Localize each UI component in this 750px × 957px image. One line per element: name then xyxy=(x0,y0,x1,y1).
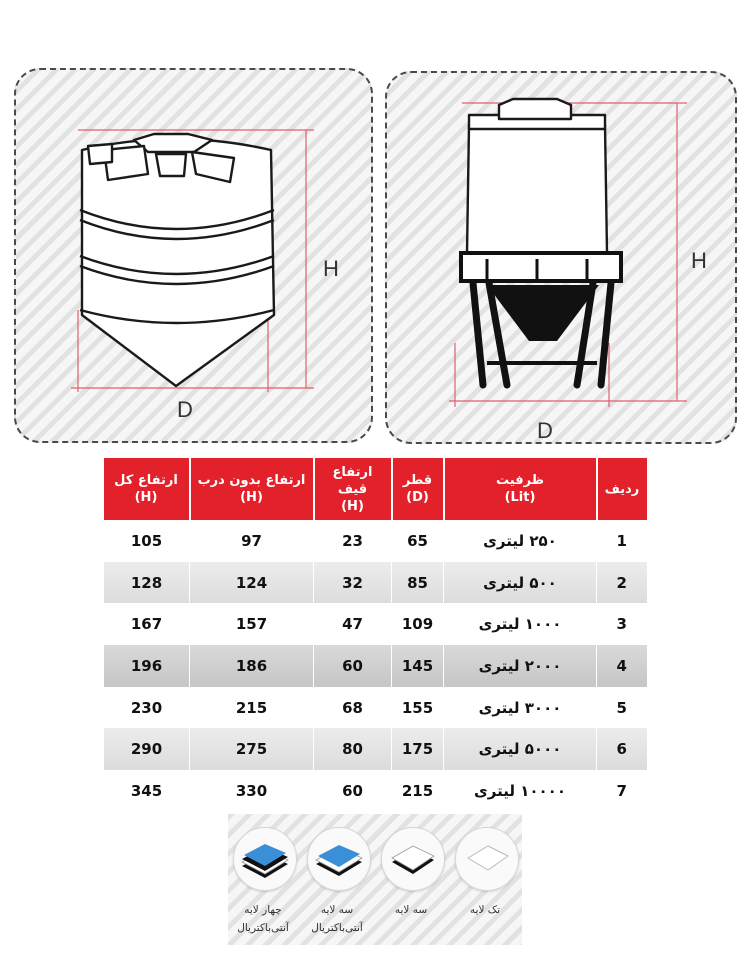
table-row xyxy=(104,520,647,562)
layer-option-single xyxy=(448,814,522,945)
diameter-dimension-label: D xyxy=(537,418,553,443)
funnel-height-cell: 47 xyxy=(314,603,392,645)
table-row xyxy=(104,645,647,687)
header-funnel-height: ارتفاع قیف (H) xyxy=(314,458,392,520)
header-row-number: ردیف xyxy=(597,458,647,520)
layer-label: چهار لایه xyxy=(244,904,282,916)
diameter-cell: 175 xyxy=(392,728,444,770)
diameter-cell: 215 xyxy=(392,770,444,812)
header-total-height: ارتفاع کل (H) xyxy=(104,458,190,520)
capacity-cell: ۱۰۰۰۰ لیتری xyxy=(444,770,597,812)
header-height-without-lid: ارتفاع بدون درب (H) xyxy=(190,458,314,520)
table-row xyxy=(104,687,647,729)
height-dimension-label: H xyxy=(323,256,339,281)
layer-sublabel: آنتی‌باکتریال xyxy=(237,922,289,934)
layer-types-box xyxy=(228,814,522,945)
total-height-cell: 196 xyxy=(104,645,190,687)
table-row xyxy=(104,728,647,770)
capacity-cell: ۲۵۰ لیتری xyxy=(444,520,597,562)
table-row xyxy=(104,562,647,604)
three-layer-antibacterial-icon xyxy=(307,827,371,891)
header-capacity: ظرفیت (Lit) xyxy=(444,458,597,520)
funnel-height-cell: 68 xyxy=(314,687,392,729)
capacity-cell: ۵۰۰ لیتری xyxy=(444,562,597,604)
diameter-cell: 85 xyxy=(392,562,444,604)
funnel-height-cell: 80 xyxy=(314,728,392,770)
row-number: 6 xyxy=(597,728,647,770)
row-number: 7 xyxy=(597,770,647,812)
table-row xyxy=(104,603,647,645)
funnel-height-cell: 60 xyxy=(314,770,392,812)
total-height-cell: 230 xyxy=(104,687,190,729)
height-without-lid-cell: 97 xyxy=(190,520,314,562)
row-number: 2 xyxy=(597,562,647,604)
funnel-height-cell: 60 xyxy=(314,645,392,687)
diameter-cell: 145 xyxy=(392,645,444,687)
layer-option-four-antibacterial xyxy=(226,814,300,945)
layer-label: سه لایه xyxy=(320,904,354,916)
height-without-lid-cell: 124 xyxy=(190,562,314,604)
row-number: 1 xyxy=(597,520,647,562)
total-height-cell: 345 xyxy=(104,770,190,812)
single-layer-icon xyxy=(455,827,519,891)
diameter-cell: 155 xyxy=(392,687,444,729)
layer-label: تک لایه xyxy=(469,904,501,916)
row-number: 3 xyxy=(597,603,647,645)
diameter-cell: 109 xyxy=(392,603,444,645)
height-without-lid-cell: 275 xyxy=(190,728,314,770)
layer-option-three-antibacterial xyxy=(300,814,374,945)
tank-panel-left xyxy=(14,68,373,443)
funnel-height-cell: 32 xyxy=(314,562,392,604)
capacity-cell: ۲۰۰۰ لیتری xyxy=(444,645,597,687)
tank-panel-right xyxy=(385,71,737,444)
height-without-lid-cell: 215 xyxy=(190,687,314,729)
capacity-cell: ۳۰۰۰ لیتری xyxy=(444,687,597,729)
height-without-lid-cell: 186 xyxy=(190,645,314,687)
three-layer-icon xyxy=(381,827,445,891)
diameter-cell: 65 xyxy=(392,520,444,562)
header-diameter: قطر (D) xyxy=(392,458,444,520)
capacity-cell: ۱۰۰۰ لیتری xyxy=(444,603,597,645)
conical-tank-drawing xyxy=(16,70,373,443)
tank-with-stand-drawing xyxy=(387,73,737,444)
table-row xyxy=(104,770,647,812)
height-without-lid-cell: 157 xyxy=(190,603,314,645)
total-height-cell: 290 xyxy=(104,728,190,770)
four-layer-antibacterial-icon xyxy=(233,827,297,891)
specification-table xyxy=(103,458,647,812)
height-without-lid-cell: 330 xyxy=(190,770,314,812)
layer-option-three xyxy=(374,814,448,945)
layer-label: سه لایه xyxy=(394,904,428,916)
layer-sublabel: آنتی‌باکتریال xyxy=(311,922,363,934)
row-number: 4 xyxy=(597,645,647,687)
funnel-height-cell: 23 xyxy=(314,520,392,562)
total-height-cell: 128 xyxy=(104,562,190,604)
total-height-cell: 105 xyxy=(104,520,190,562)
total-height-cell: 167 xyxy=(104,603,190,645)
diameter-dimension-label: D xyxy=(177,397,193,422)
table-header-row xyxy=(104,458,647,520)
row-number: 5 xyxy=(597,687,647,729)
height-dimension-label: H xyxy=(691,248,707,273)
capacity-cell: ۵۰۰۰ لیتری xyxy=(444,728,597,770)
